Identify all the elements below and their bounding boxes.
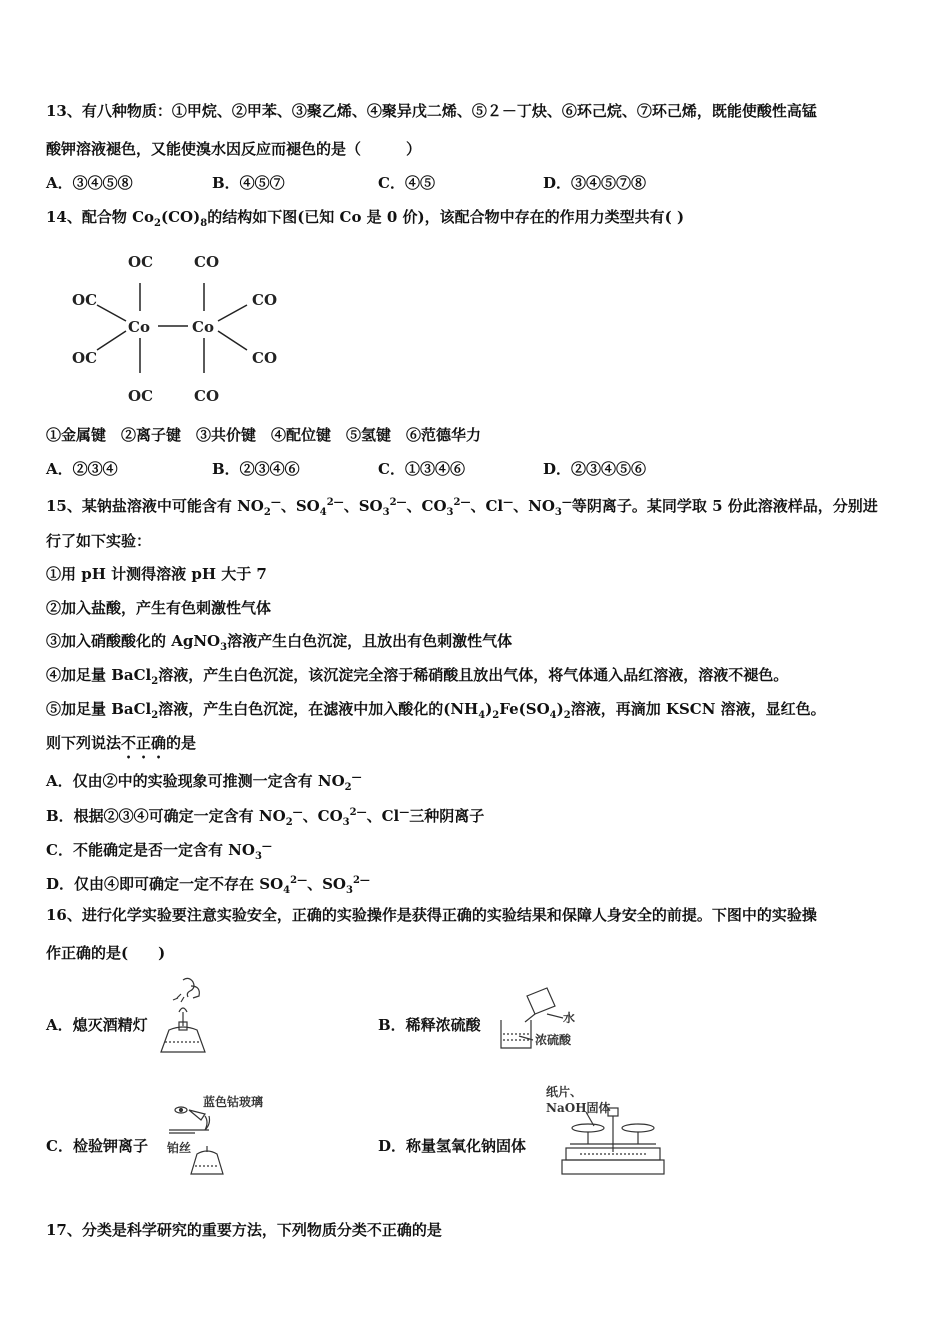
- q15-experiment-3: ③加入硝酸酸化的 AgNO$_3$溶液产生白色沉淀，且放出有色刺激性气体: [46, 632, 513, 653]
- co-atom-right: Co: [192, 318, 214, 336]
- q15-option-b: B．根据②③④可确定一定含有 $NO_2^—$、$CO_3^{2—}$、Cl—三种阴离子: [46, 807, 485, 828]
- naoh-solid-label: NaOH固体: [546, 1101, 611, 1115]
- q15-question: 则下列说法不正确的是: [46, 734, 197, 752]
- q15-option-d: D．仅由④即可确定一定不存在 $SO_4^{2—}$、$SO_3^{2—}$: [46, 875, 370, 896]
- q14-stem: 14、配合物 $Co_2(CO)_8$的结构如下图(已知 Co 是 0 价)，该配合物中存在的作用力类型共有( ): [46, 208, 685, 229]
- paper-label: 纸片、: [546, 1085, 583, 1099]
- q16-option-b: B．稀释浓硫酸: [378, 1016, 481, 1034]
- q14-option-a: A．②③④: [46, 460, 118, 478]
- alcohol-lamp-blowing-figure: [155, 976, 215, 1058]
- blue-cobalt-glass-label: 蓝色钴玻璃: [203, 1095, 264, 1109]
- oc-ligand-top-left: OC: [128, 253, 154, 271]
- q15-experiment-4: ④加足量 BaCl$_2$溶液，产生白色沉淀，该沉淀完全溶于稀硝酸且放出气体，将气体通入品红溶液，溶液不褪色。: [46, 666, 789, 687]
- q15-experiment-2: ②加入盐酸，产生有色刺激性气体: [46, 599, 272, 617]
- co-ligand-right-lower: CO: [252, 349, 278, 367]
- q15-stem-line1: 15、某钠盐溶液中可能含有 $NO_2^—$、$SO_4^{2—}$、$SO_3^{2—}$、$CO_3^{2—}$、Cl—、$NO_3^—$等阴离子。某同学取 5 份此溶液样品，分别进: [46, 497, 878, 518]
- q14-option-b: B．②③④⑥: [212, 460, 300, 478]
- co-ligand-right-upper: CO: [252, 291, 278, 309]
- co-ligand-bottom-right: CO: [194, 387, 220, 405]
- q14-bond-types: ①金属键 ②离子键 ③共价键 ④配位键 ⑤氢键 ⑥范德华力: [46, 426, 482, 444]
- platinum-wire-label: 铂丝: [167, 1141, 192, 1155]
- q15-option-a: A．仅由②中的实验现象可推测一定含有 $NO_2^—$: [46, 772, 362, 793]
- balance-weighing-figure: [540, 1082, 670, 1180]
- q14-option-c: C．①③④⑥: [378, 460, 465, 478]
- q16-option-c: C．检验钾离子: [46, 1137, 148, 1155]
- q13-option-a: A．③④⑤⑧: [46, 174, 133, 192]
- q13-option-b: B．④⑤⑦: [212, 174, 285, 192]
- q15-experiment-5: ⑤加足量 BaCl$_2$溶液，产生白色沉淀，在滤液中加入酸化的$(NH_4)_2Fe(SO_4)_2$溶液，再滴加 KSCN 溶液，显红色。: [46, 700, 826, 721]
- q15-option-c: C．不能确定是否一定含有 $NO_3^—$: [46, 841, 272, 862]
- q16-stem-line1: 16、进行化学实验要注意实验安全，正确的实验操作是获得正确的实验结果和保障人身安全的前提。下图中的实验操: [46, 906, 817, 924]
- q17-stem: 17、分类是科学研究的重要方法，下列物质分类不正确的是: [46, 1221, 442, 1239]
- oc-ligand-left-upper: OC: [72, 291, 98, 309]
- q16-stem-line2: 作正确的是( ): [46, 944, 166, 962]
- q15-stem-line2: 行了如下实验：: [46, 532, 152, 550]
- q15-experiment-1: ①用 pH 计测得溶液 pH 大于 7: [46, 565, 267, 583]
- q14-option-d: D．②③④⑤⑥: [543, 460, 647, 478]
- q13-option-c: C．④⑤: [378, 174, 435, 192]
- q13-stem-line2: 酸钾溶液褪色，又能使溴水因反应而褪色的是（ ）: [46, 140, 422, 158]
- acid-dilution-figure: [495, 984, 585, 1052]
- q16-option-a: A．熄灭酒精灯: [46, 1016, 148, 1034]
- concentrated-acid-label: 浓硫酸: [535, 1033, 572, 1047]
- q13-stem-line1: 13、有八种物质：①甲烷、②甲苯、③聚乙烯、④聚异戊二烯、⑤２－丁炔、⑥环己烷、⑦环己烯，既能使酸性高锰: [46, 102, 817, 120]
- water-label: 水: [563, 1011, 576, 1025]
- flame-test-figure: [165, 1090, 275, 1178]
- oc-ligand-bottom-left: OC: [128, 387, 154, 405]
- q13-option-d: D．③④⑤⑦⑧: [543, 174, 647, 192]
- emphasis-not-correct: 不正确: [121, 734, 167, 752]
- co2-co8-structure-diagram: [66, 245, 286, 410]
- oc-ligand-left-lower: OC: [72, 349, 98, 367]
- co-atom-left: Co: [128, 318, 150, 336]
- q16-option-d: D．称量氢氧化钠固体: [378, 1137, 527, 1155]
- co-ligand-top-right: CO: [194, 253, 220, 271]
